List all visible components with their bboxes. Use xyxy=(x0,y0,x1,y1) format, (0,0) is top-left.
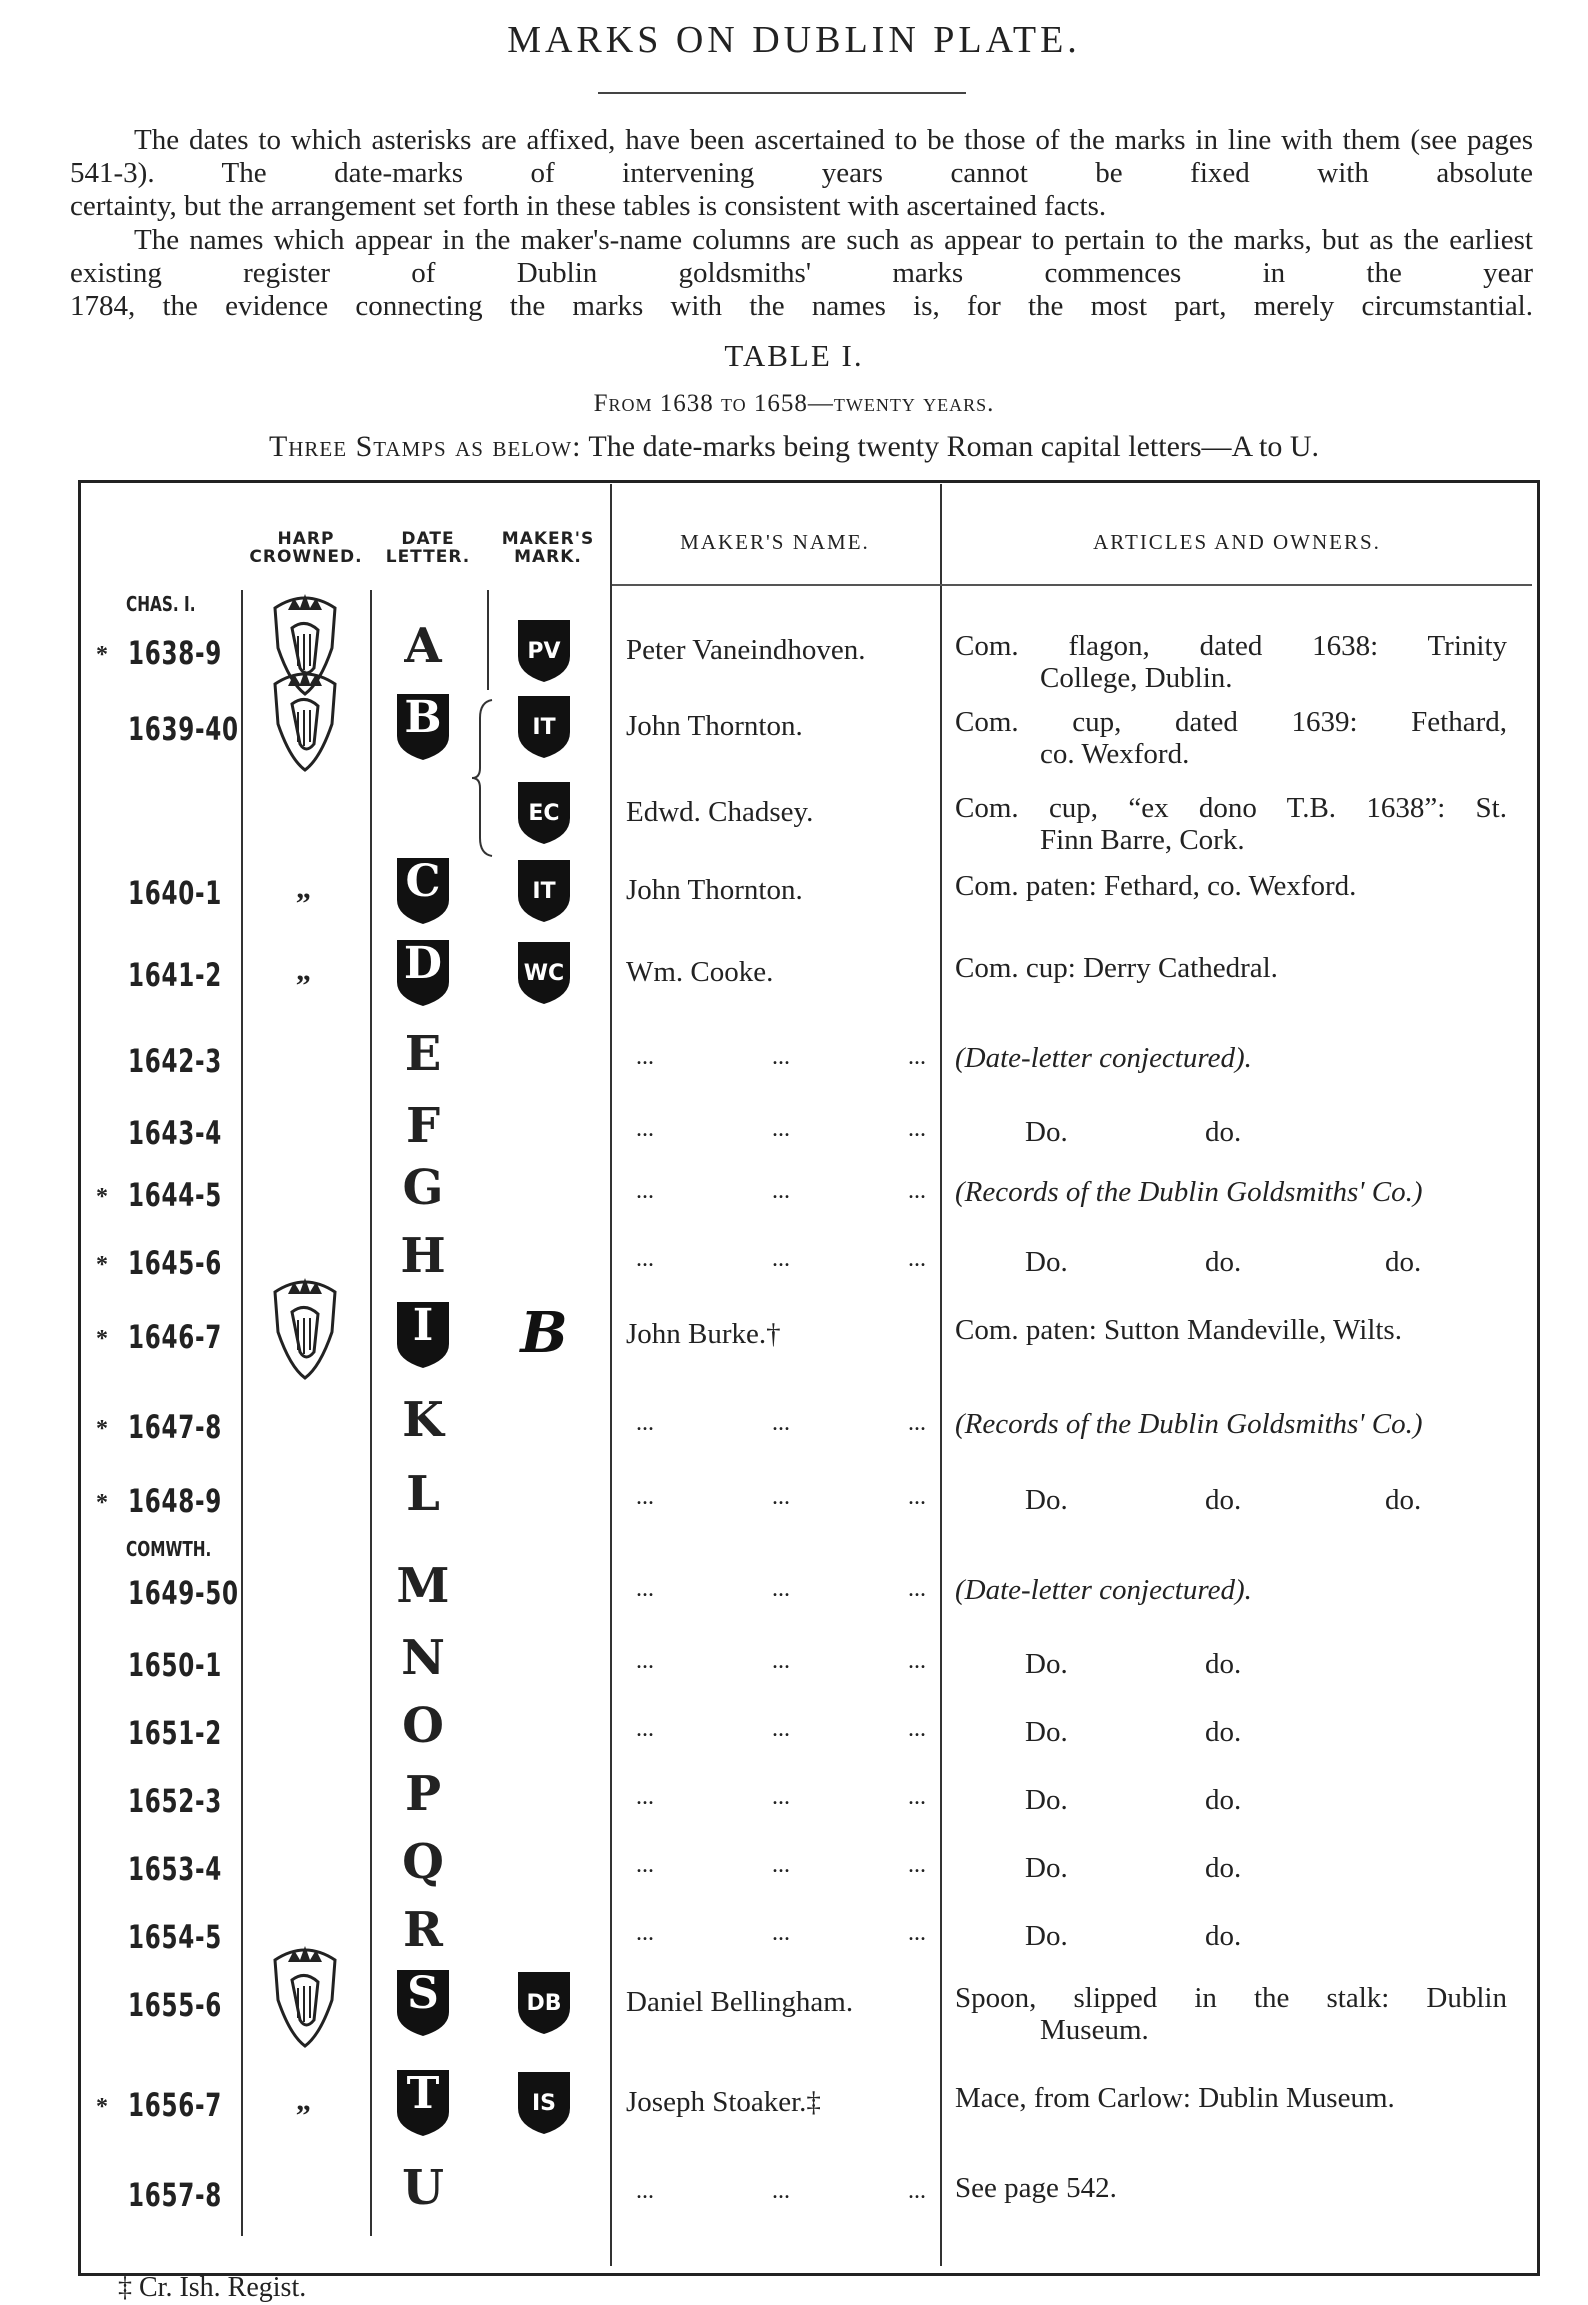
year-label: 1652-3 xyxy=(128,1782,223,1820)
makers-name: Daniel Bellingham. xyxy=(626,1986,854,2018)
page-title: MARKS ON DUBLIN PLATE. xyxy=(507,19,1081,61)
ditto-word: do. xyxy=(1205,1648,1242,1680)
table-range: From 1638 to 1658—twenty years. xyxy=(593,390,995,417)
ditto-word: do. xyxy=(1385,1484,1422,1516)
dots: ... xyxy=(908,2178,926,2204)
year-label: 1646-7 xyxy=(128,1318,223,1356)
dots: ... xyxy=(772,1410,790,1436)
makers-name: John Thornton. xyxy=(626,874,803,906)
year-label: 1644-5 xyxy=(128,1176,223,1214)
column-rule xyxy=(940,484,942,2266)
dots: ... xyxy=(636,1716,654,1742)
ditto-word: do. xyxy=(1205,1716,1242,1748)
header-date-letter: DATE LETTER. xyxy=(385,529,471,567)
ditto-word: Do. xyxy=(1025,1484,1068,1516)
year-label: 1657-8 xyxy=(128,2176,223,2214)
intro-paragraph-2: The names which appear in the maker's-name columns are such as appear to pertain to the marks, but as the earliest existing register of Dublin goldsmiths' marks commences in the year xyxy=(70,224,1533,289)
dots: ... xyxy=(772,2178,790,2204)
dots: ... xyxy=(636,1852,654,1878)
articles-owners xyxy=(955,1314,1507,1346)
makers-mark-icon xyxy=(512,774,576,846)
makers-mark-icon xyxy=(512,612,576,684)
table-stamps-line xyxy=(0,430,1588,464)
articles-note: (Records of the Dublin Goldsmiths' Co.) xyxy=(955,1408,1423,1440)
harp-crowned-icon xyxy=(270,1940,340,2050)
makers-name: Wm. Cooke. xyxy=(626,956,774,988)
dots: ... xyxy=(636,1410,654,1436)
makers-name: Edwd. Chadsey. xyxy=(626,796,814,828)
dots: ... xyxy=(908,1246,926,1272)
year-label: 1640-1 xyxy=(128,874,223,912)
dots: ... xyxy=(636,1576,654,1602)
bracket-icon xyxy=(470,698,500,858)
header-rule xyxy=(612,584,1532,586)
placeholder-dots xyxy=(636,1246,926,1273)
articles-line-1: See page 542. xyxy=(955,2172,1117,2204)
dots: ... xyxy=(908,1116,926,1142)
column-rule xyxy=(370,590,372,2236)
date-letter: Q xyxy=(402,1834,444,1890)
ditto-word: Do. xyxy=(1025,1716,1068,1748)
svg-text:IS: IS xyxy=(531,2091,557,2116)
makers-name: John Burke.† xyxy=(626,1318,781,1350)
header-harp: HARP CROWNED. xyxy=(249,529,363,567)
svg-text:PV: PV xyxy=(527,639,561,664)
dots: ... xyxy=(772,1852,790,1878)
dots: ... xyxy=(772,1576,790,1602)
reign-label-charles: CHAS. I. xyxy=(126,592,196,616)
dots: ... xyxy=(908,1852,926,1878)
table-title: TABLE I. xyxy=(724,338,864,373)
placeholder-dots xyxy=(636,1648,926,1675)
dots: ... xyxy=(636,1178,654,1204)
year-label: 1653-4 xyxy=(128,1850,223,1888)
ditto-mark: „ xyxy=(296,872,311,905)
title-rule xyxy=(598,92,966,94)
dots: ... xyxy=(636,2178,654,2204)
dots: ... xyxy=(772,1784,790,1810)
placeholder-dots xyxy=(636,1716,926,1743)
dots: ... xyxy=(636,1116,654,1142)
articles-owners xyxy=(955,870,1507,902)
articles-line-1: Com. cup, “ex dono T.B. 1638”: St. xyxy=(955,792,1507,824)
year-label: 1655-6 xyxy=(128,1986,223,2024)
dots: ... xyxy=(908,1410,926,1436)
ditto-word: do. xyxy=(1205,1484,1242,1516)
date-letter: S xyxy=(407,1968,439,2019)
asterisk: * xyxy=(96,1490,108,1516)
articles-note: (Date-letter conjectured). xyxy=(955,1042,1252,1074)
date-letter: T xyxy=(406,2068,440,2119)
articles-owners xyxy=(955,952,1507,984)
year-label: 1647-8 xyxy=(128,1408,223,1446)
ditto-word: do. xyxy=(1385,1246,1422,1278)
date-letter: R xyxy=(403,1902,443,1958)
dots: ... xyxy=(636,1784,654,1810)
date-letter: N xyxy=(401,1630,445,1686)
dots: ... xyxy=(636,1246,654,1272)
dots: ... xyxy=(772,1484,790,1510)
date-letter: B xyxy=(404,692,442,743)
ditto-word: Do. xyxy=(1025,1648,1068,1680)
date-letter: P xyxy=(404,1766,442,1822)
dots: ... xyxy=(772,1648,790,1674)
date-letter: H xyxy=(400,1228,446,1284)
ditto-word: do. xyxy=(1205,1116,1242,1148)
articles-owners xyxy=(955,1982,1507,2046)
year-label: 1641-2 xyxy=(128,956,223,994)
year-label: 1643-4 xyxy=(128,1114,223,1152)
header-makers-mark: MAKER'S MARK. xyxy=(501,529,595,567)
intro-paragraph-1: The dates to which asterisks are affixed, have been ascertained to be those of the marks in line with them (see pages 541-3). The date-marks of intervening years cannot be fixed with absolute xyxy=(70,124,1533,189)
ditto-word: do. xyxy=(1205,1852,1242,1884)
dots: ... xyxy=(908,1576,926,1602)
header-makers-name: MAKER'S NAME. xyxy=(680,530,870,554)
year-label: 1648-9 xyxy=(128,1482,223,1520)
placeholder-dots xyxy=(636,1044,926,1071)
dots: ... xyxy=(772,1920,790,1946)
svg-text:B: B xyxy=(520,1300,568,1366)
ditto-word: Do. xyxy=(1025,1116,1068,1148)
year-label: 1656-7 xyxy=(128,2086,223,2124)
asterisk: * xyxy=(96,1416,108,1442)
column-rule xyxy=(487,590,489,690)
makers-mark-icon xyxy=(512,688,576,760)
placeholder-dots xyxy=(636,1178,926,1205)
asterisk: * xyxy=(96,642,108,668)
ditto-word: Do. xyxy=(1025,1784,1068,1816)
ditto-mark: „ xyxy=(296,2084,311,2117)
makers-mark-icon xyxy=(512,1296,576,1368)
intro-paragraph-2-end: 1784, the evidence connecting the marks with the names is, for the most part, merely circumstantial. xyxy=(70,290,1533,322)
date-letter: K xyxy=(402,1392,444,1448)
makers-mark-icon xyxy=(512,852,576,924)
header-articles: ARTICLES AND OWNERS. xyxy=(1093,530,1381,554)
dots: ... xyxy=(908,1920,926,1946)
dots: ... xyxy=(908,1716,926,1742)
harp-crowned-icon xyxy=(270,1272,340,1382)
year-label: 1638-9 xyxy=(128,634,223,672)
dots: ... xyxy=(772,1044,790,1070)
dots: ... xyxy=(636,1044,654,1070)
dots: ... xyxy=(772,1246,790,1272)
ditto-word: Do. xyxy=(1025,1246,1068,1278)
articles-note: (Date-letter conjectured). xyxy=(955,1574,1252,1606)
placeholder-dots xyxy=(636,1852,926,1879)
articles-line-1: Com. flagon, dated 1638: Trinity xyxy=(955,630,1507,662)
ditto-word: do. xyxy=(1205,1246,1242,1278)
placeholder-dots xyxy=(636,1576,926,1603)
svg-text:IT: IT xyxy=(532,715,556,740)
date-letter: O xyxy=(402,1698,444,1754)
column-rule xyxy=(241,590,243,2236)
year-label: 1642-3 xyxy=(128,1042,223,1080)
harp-crowned-icon xyxy=(270,664,340,774)
dots: ... xyxy=(772,1116,790,1142)
dots: ... xyxy=(772,1716,790,1742)
articles-owners xyxy=(955,630,1507,694)
placeholder-dots xyxy=(636,1116,926,1143)
ditto-word: Do. xyxy=(1025,1920,1068,1952)
makers-mark-icon xyxy=(512,934,576,1006)
articles-owners xyxy=(955,2172,1507,2204)
makers-name: Peter Vaneindhoven. xyxy=(626,634,866,666)
date-letter: D xyxy=(403,938,443,989)
makers-name: John Thornton. xyxy=(626,710,803,742)
makers-mark-icon xyxy=(512,1964,576,2036)
date-letter: L xyxy=(406,1466,440,1522)
dots: ... xyxy=(636,1648,654,1674)
date-letter: F xyxy=(405,1098,441,1154)
stamps-label: Three Stamps as below: xyxy=(268,430,582,463)
svg-text:IT: IT xyxy=(532,879,556,904)
svg-text:WC: WC xyxy=(523,961,565,986)
ditto-mark: „ xyxy=(296,954,311,987)
placeholder-dots xyxy=(636,1920,926,1947)
ditto-word: Do. xyxy=(1025,1852,1068,1884)
placeholder-dots xyxy=(636,2178,926,2205)
ditto-word: do. xyxy=(1205,1920,1242,1952)
year-label: 1654-5 xyxy=(128,1918,223,1956)
date-letter: E xyxy=(404,1026,442,1082)
reign-label-commonwealth: COMWTH. xyxy=(126,1537,212,1561)
asterisk: * xyxy=(96,1326,108,1352)
articles-line-2: Finn Barre, Cork. xyxy=(1040,824,1245,856)
articles-note: (Records of the Dublin Goldsmiths' Co.) xyxy=(955,1176,1423,1208)
year-label: 1649-50 xyxy=(128,1574,239,1612)
articles-line-1: Com. paten: Sutton Mandeville, Wilts. xyxy=(955,1314,1402,1346)
column-rule xyxy=(610,484,612,2266)
makers-name: Joseph Stoaker.‡ xyxy=(626,2086,821,2118)
dots: ... xyxy=(908,1178,926,1204)
intro-paragraph-1-end: certainty, but the arrangement set forth in these tables is consistent with ascertained facts. xyxy=(70,190,1107,222)
dots: ... xyxy=(908,1044,926,1070)
year-label: 1645-6 xyxy=(128,1244,223,1282)
articles-owners xyxy=(955,706,1507,770)
date-letter: U xyxy=(402,2160,444,2216)
placeholder-dots xyxy=(636,1410,926,1437)
date-letter: M xyxy=(396,1558,450,1614)
stamps-text: The date-marks being twenty Roman capital letters—A to U. xyxy=(588,430,1320,463)
placeholder-dots xyxy=(636,1484,926,1511)
svg-text:EC: EC xyxy=(528,801,560,826)
articles-line-2: Museum. xyxy=(1040,2014,1149,2046)
articles-owners xyxy=(955,2082,1507,2114)
articles-line-1: Com. paten: Fethard, co. Wexford. xyxy=(955,870,1357,902)
asterisk: * xyxy=(96,1252,108,1278)
articles-line-1: Spoon, slipped in the stalk: Dublin xyxy=(955,1982,1507,2014)
articles-line-1: Com. cup: Derry Cathedral. xyxy=(955,952,1278,984)
asterisk: * xyxy=(96,2094,108,2120)
year-label: 1650-1 xyxy=(128,1646,223,1684)
year-label: 1639-40 xyxy=(128,710,239,748)
ditto-word: do. xyxy=(1205,1784,1242,1816)
dots: ... xyxy=(908,1648,926,1674)
date-letter: I xyxy=(412,1300,434,1351)
footnote: ‡ Cr. Ish. Regist. xyxy=(118,2272,307,2303)
svg-text:DB: DB xyxy=(526,1991,562,2016)
date-letter: G xyxy=(402,1160,444,1216)
date-letter: A xyxy=(404,618,442,674)
articles-line-1: Com. cup, dated 1639: Fethard, xyxy=(955,706,1507,738)
year-label: 1651-2 xyxy=(128,1714,223,1752)
date-letter: C xyxy=(405,856,441,907)
articles-line-2: co. Wexford. xyxy=(1040,738,1190,770)
articles-line-1: Mace, from Carlow: Dublin Museum. xyxy=(955,2082,1395,2114)
makers-mark-icon xyxy=(512,2064,576,2136)
dots: ... xyxy=(772,1178,790,1204)
placeholder-dots xyxy=(636,1784,926,1811)
asterisk: * xyxy=(96,1184,108,1210)
articles-owners xyxy=(955,792,1507,856)
dots: ... xyxy=(908,1484,926,1510)
dots: ... xyxy=(636,1920,654,1946)
dots: ... xyxy=(636,1484,654,1510)
articles-line-2: College, Dublin. xyxy=(1040,662,1233,694)
dots: ... xyxy=(908,1784,926,1810)
